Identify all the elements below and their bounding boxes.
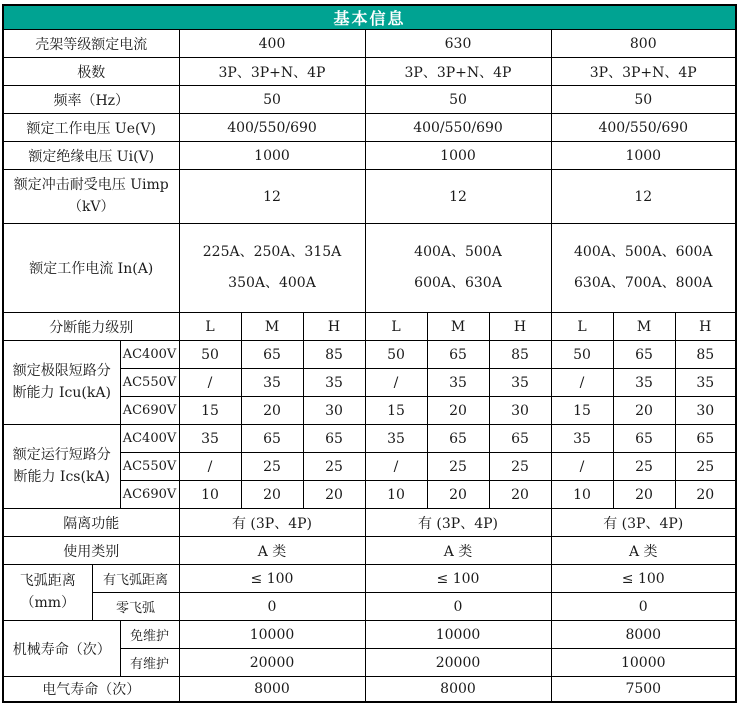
value-cell: 有 (3P、4P) bbox=[365, 509, 551, 537]
value-cell: 800 bbox=[551, 30, 736, 58]
sub-row-label: 有飞弧距离 bbox=[92, 565, 179, 593]
row-label-line: 断能力 Ics(kA) bbox=[13, 468, 111, 485]
table-row bbox=[3, 565, 736, 593]
row-label: 机械寿命（次） bbox=[3, 621, 120, 677]
row-label-line: 额定运行短路分 bbox=[12, 446, 111, 463]
value-cell: 65 bbox=[427, 425, 489, 453]
value-cell: 25 bbox=[489, 453, 551, 481]
value-cell: 85 bbox=[675, 341, 736, 369]
value-cell: 20 bbox=[241, 481, 303, 509]
value-cell: 3P、3P+N、4P bbox=[365, 58, 551, 86]
value-cell: 20 bbox=[427, 481, 489, 509]
row-label-line: （kV） bbox=[67, 198, 115, 215]
value-cell: 35 bbox=[179, 425, 241, 453]
value-cell: 10000 bbox=[179, 621, 365, 649]
value-cell: 65 bbox=[613, 341, 675, 369]
value-cell: 20 bbox=[675, 481, 736, 509]
value-line: 400A、500A bbox=[414, 243, 502, 260]
value-cell: H bbox=[675, 313, 736, 341]
value-cell: 10 bbox=[179, 481, 241, 509]
value-line: 400A、500A、600A bbox=[574, 243, 713, 260]
value-cell: 15 bbox=[179, 397, 241, 425]
value-cell: 7500 bbox=[551, 677, 736, 702]
table-row bbox=[3, 341, 736, 369]
value-cell: 10 bbox=[365, 481, 427, 509]
table-row bbox=[3, 224, 736, 313]
row-label bbox=[3, 341, 120, 425]
table-title: 基本信息 bbox=[3, 5, 736, 30]
value-cell: 12 bbox=[365, 170, 551, 224]
sub-row-label: AC400V bbox=[120, 425, 179, 453]
sub-row-label: 有维护 bbox=[120, 649, 179, 677]
row-label bbox=[3, 425, 120, 509]
value-cell: A 类 bbox=[551, 537, 736, 565]
sub-row-label: AC690V bbox=[120, 481, 179, 509]
value-cell: 65 bbox=[241, 425, 303, 453]
value-cell: 25 bbox=[427, 453, 489, 481]
row-label bbox=[3, 565, 92, 621]
value-cell: ≤ 100 bbox=[551, 565, 736, 593]
value-cell: / bbox=[551, 453, 613, 481]
value-cell: 20 bbox=[303, 481, 365, 509]
row-label: 额定绝缘电压 Ui(V) bbox=[3, 142, 179, 170]
value-cell: 35 bbox=[365, 425, 427, 453]
row-label: 使用类别 bbox=[3, 537, 179, 565]
value-cell: 35 bbox=[551, 425, 613, 453]
table-row bbox=[3, 593, 736, 621]
value-cell: 35 bbox=[613, 369, 675, 397]
table-row bbox=[3, 313, 736, 341]
value-cell: M bbox=[241, 313, 303, 341]
value-cell: ≤ 100 bbox=[365, 565, 551, 593]
table-row bbox=[3, 425, 736, 453]
table-row bbox=[3, 58, 736, 86]
value-cell: 65 bbox=[303, 425, 365, 453]
table-row bbox=[3, 509, 736, 537]
value-cell: 1000 bbox=[551, 142, 736, 170]
value-cell: 65 bbox=[241, 341, 303, 369]
row-label-line: （mm） bbox=[20, 594, 76, 611]
value-line: 630A、700A、800A bbox=[574, 275, 713, 291]
value-cell: 65 bbox=[489, 425, 551, 453]
value-cell: 0 bbox=[551, 593, 736, 621]
sub-row-label: 免维护 bbox=[120, 621, 179, 649]
value-cell: 25 bbox=[241, 453, 303, 481]
row-label-line: 额定冲击耐受电压 Uimp bbox=[13, 176, 169, 193]
value-cell: 50 bbox=[551, 86, 736, 114]
sub-row-label: 零飞弧 bbox=[92, 593, 179, 621]
value-cell: 50 bbox=[365, 86, 551, 114]
value-cell: 20 bbox=[427, 397, 489, 425]
value-cell: 10 bbox=[551, 481, 613, 509]
value-cell: ≤ 100 bbox=[179, 565, 365, 593]
value-cell: 15 bbox=[365, 397, 427, 425]
value-cell: 50 bbox=[551, 341, 613, 369]
value-cell bbox=[365, 224, 551, 313]
table-row bbox=[3, 142, 736, 170]
value-cell: / bbox=[365, 453, 427, 481]
value-cell: 25 bbox=[613, 453, 675, 481]
value-cell: H bbox=[303, 313, 365, 341]
spec-table bbox=[2, 4, 737, 703]
value-cell: 有 (3P、4P) bbox=[179, 509, 365, 537]
table-row bbox=[3, 30, 736, 58]
value-cell: / bbox=[179, 369, 241, 397]
value-cell: 0 bbox=[365, 593, 551, 621]
value-cell: 65 bbox=[675, 425, 736, 453]
value-line: 600A、630A bbox=[414, 275, 502, 291]
value-cell: / bbox=[551, 369, 613, 397]
value-line: 225A、250A、315A bbox=[202, 243, 342, 260]
value-cell: L bbox=[551, 313, 613, 341]
value-cell: 8000 bbox=[179, 677, 365, 702]
value-cell: 20 bbox=[613, 481, 675, 509]
value-cell: M bbox=[613, 313, 675, 341]
value-cell: 10000 bbox=[365, 621, 551, 649]
row-label: 额定工作电压 Ue(V) bbox=[3, 114, 179, 142]
value-cell: 400 bbox=[179, 30, 365, 58]
table-row bbox=[3, 114, 736, 142]
sub-row-label: AC550V bbox=[120, 369, 179, 397]
value-cell: 30 bbox=[675, 397, 736, 425]
value-cell: 8000 bbox=[365, 677, 551, 702]
value-cell: 50 bbox=[179, 341, 241, 369]
table-row bbox=[3, 86, 736, 114]
value-cell: 35 bbox=[241, 369, 303, 397]
value-cell: 20 bbox=[613, 397, 675, 425]
table-row bbox=[3, 537, 736, 565]
value-cell: L bbox=[365, 313, 427, 341]
row-label: 分断能力级别 bbox=[3, 313, 179, 341]
value-cell bbox=[179, 224, 365, 313]
value-cell: 20000 bbox=[179, 649, 365, 677]
value-cell: / bbox=[179, 453, 241, 481]
table-row bbox=[3, 621, 736, 649]
value-cell: 50 bbox=[179, 86, 365, 114]
value-cell: 有 (3P、4P) bbox=[551, 509, 736, 537]
row-label-line: 飞弧距离 bbox=[19, 572, 76, 589]
table-row bbox=[3, 5, 736, 30]
value-line: 350A、400A bbox=[228, 275, 316, 291]
value-cell: A 类 bbox=[365, 537, 551, 565]
value-cell: 65 bbox=[613, 425, 675, 453]
value-cell: 15 bbox=[551, 397, 613, 425]
value-cell: 12 bbox=[179, 170, 365, 224]
value-cell: 20 bbox=[241, 397, 303, 425]
value-cell: 3P、3P+N、4P bbox=[179, 58, 365, 86]
value-cell: 20 bbox=[489, 481, 551, 509]
value-cell: 30 bbox=[303, 397, 365, 425]
value-cell: 3P、3P+N、4P bbox=[551, 58, 736, 86]
row-label-line: 额定极限短路分 bbox=[12, 362, 111, 379]
value-cell: 85 bbox=[489, 341, 551, 369]
row-label: 隔离功能 bbox=[3, 509, 179, 537]
value-cell: 12 bbox=[551, 170, 736, 224]
value-cell: H bbox=[489, 313, 551, 341]
value-cell: 85 bbox=[303, 341, 365, 369]
row-label-line: 断能力 Icu(kA) bbox=[12, 384, 111, 401]
sub-row-label: AC550V bbox=[120, 453, 179, 481]
value-cell: 35 bbox=[303, 369, 365, 397]
row-label: 极数 bbox=[3, 58, 179, 86]
sub-row-label: AC690V bbox=[120, 397, 179, 425]
value-cell: 65 bbox=[427, 341, 489, 369]
value-cell: 25 bbox=[675, 453, 736, 481]
value-cell: 10000 bbox=[551, 649, 736, 677]
table-row bbox=[3, 170, 736, 224]
value-cell: 35 bbox=[427, 369, 489, 397]
row-label: 频率（Hz） bbox=[3, 86, 179, 114]
row-label: 额定工作电流 In(A) bbox=[3, 224, 179, 313]
value-cell: 50 bbox=[365, 341, 427, 369]
row-label bbox=[3, 170, 179, 224]
value-cell: 0 bbox=[179, 593, 365, 621]
value-cell: A 类 bbox=[179, 537, 365, 565]
value-cell: / bbox=[365, 369, 427, 397]
row-label: 壳架等级额定电流 bbox=[3, 30, 179, 58]
sub-row-label: AC400V bbox=[120, 341, 179, 369]
value-cell: L bbox=[179, 313, 241, 341]
value-cell: 35 bbox=[675, 369, 736, 397]
value-cell: 400/550/690 bbox=[179, 114, 365, 142]
value-cell: 8000 bbox=[551, 621, 736, 649]
row-label: 电气寿命（次） bbox=[3, 677, 179, 702]
value-cell: 25 bbox=[303, 453, 365, 481]
value-cell: 1000 bbox=[365, 142, 551, 170]
value-cell: 630 bbox=[365, 30, 551, 58]
value-cell: 1000 bbox=[179, 142, 365, 170]
value-cell: M bbox=[427, 313, 489, 341]
value-cell bbox=[551, 224, 736, 313]
value-cell: 400/550/690 bbox=[365, 114, 551, 142]
table-row bbox=[3, 677, 736, 702]
value-cell: 30 bbox=[489, 397, 551, 425]
value-cell: 400/550/690 bbox=[551, 114, 736, 142]
value-cell: 35 bbox=[489, 369, 551, 397]
value-cell: 20000 bbox=[365, 649, 551, 677]
